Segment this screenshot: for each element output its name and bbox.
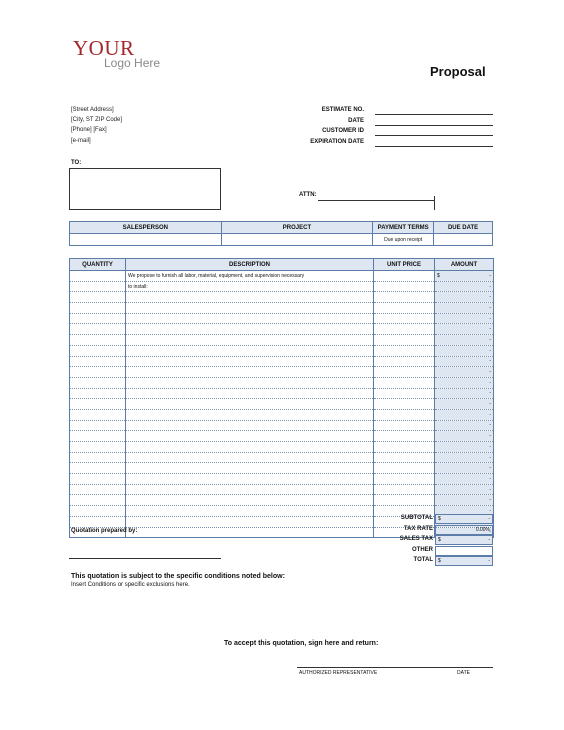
description-cell[interactable] [126, 463, 374, 474]
description-cell[interactable]: We propose to furnish all labor, material, equipment, and supervision necessary [126, 271, 374, 282]
table-row [70, 271, 494, 282]
table-row [70, 484, 494, 495]
quantity-cell[interactable] [70, 281, 126, 292]
amount-cell [435, 281, 494, 292]
expiration-date-label: EXPIRATION DATE [310, 139, 364, 145]
unit-price-cell[interactable] [374, 495, 435, 506]
description-cell[interactable] [126, 367, 374, 378]
quantity-cell[interactable] [70, 399, 126, 410]
amount-value: - [489, 443, 491, 450]
table-row [70, 303, 494, 314]
totals-value: 0.00% [475, 526, 490, 533]
amount-value: - [489, 294, 491, 301]
signature-line[interactable] [297, 667, 493, 668]
quantity-cell[interactable] [70, 495, 126, 506]
unit-price-cell[interactable] [374, 313, 435, 324]
table-row [70, 399, 494, 410]
currency-symbol: $ [438, 558, 441, 564]
amount-cell [435, 313, 494, 324]
description-cell[interactable] [126, 452, 374, 463]
to-address-box[interactable] [69, 168, 221, 210]
amount-value: - [489, 422, 491, 429]
table-row [70, 377, 494, 388]
amount-value: - [489, 507, 491, 514]
amount-cell [435, 484, 494, 495]
amount-cell [435, 474, 494, 485]
amount-value: - [489, 486, 491, 493]
quantity-cell[interactable] [70, 506, 126, 517]
info-table [69, 221, 493, 246]
quantity-cell[interactable] [70, 442, 126, 453]
totals-label: SALES TAX [399, 536, 433, 542]
amount-value: - [489, 433, 491, 440]
description-cell[interactable] [126, 474, 374, 485]
amount-value: - [489, 304, 491, 311]
totals-row [373, 535, 493, 546]
table-row [70, 367, 494, 378]
table-row [70, 442, 494, 453]
totals-label: SUBTOTAL [400, 515, 433, 521]
description-cell[interactable] [126, 377, 374, 388]
amount-cell [435, 292, 494, 303]
expiration-date-field[interactable] [375, 146, 493, 147]
accept-instruction: To accept this quotation, sign here and return: [224, 640, 379, 647]
amount-value: - [489, 454, 491, 461]
amount-cell [435, 377, 494, 388]
prepared-by-label: Quotation prepared by: [71, 528, 138, 534]
unit-price-cell[interactable] [374, 409, 435, 420]
signature-date-label: DATE [457, 670, 470, 676]
amount-cell [435, 303, 494, 314]
unit-price-cell[interactable] [374, 292, 435, 303]
table-row [70, 463, 494, 474]
description-cell[interactable] [126, 516, 374, 527]
quantity-header: QUANTITY [70, 259, 126, 271]
quantity-cell[interactable] [70, 271, 126, 282]
amount-value: - [489, 272, 491, 279]
amount-cell [435, 324, 494, 335]
date-field[interactable] [375, 125, 493, 126]
table-row [70, 420, 494, 431]
unit-price-cell[interactable] [374, 431, 435, 442]
description-cell[interactable] [126, 484, 374, 495]
quantity-cell[interactable] [70, 377, 126, 388]
unit-price-cell[interactable] [374, 356, 435, 367]
amount-value: - [489, 497, 491, 504]
amount-value: - [489, 283, 491, 290]
amount-value: - [489, 369, 491, 376]
customer-id-label: CUSTOMER ID [322, 128, 364, 134]
totals-value-box [435, 535, 493, 545]
totals-row [373, 514, 493, 525]
quantity-cell[interactable] [70, 420, 126, 431]
totals-value-box [435, 514, 493, 524]
prepared-by-signature-line[interactable] [69, 558, 221, 559]
amount-cell [435, 356, 494, 367]
salesperson-header: SALESPERSON [70, 222, 222, 234]
table-row [70, 324, 494, 335]
description-cell[interactable] [126, 431, 374, 442]
payment-terms-cell[interactable]: Due upon receipt [373, 234, 434, 246]
authorized-representative-label: AUTHORIZED REPRESENTATIVE [299, 670, 378, 676]
unit-price-cell[interactable] [374, 474, 435, 485]
unit-price-header: UNIT PRICE [374, 259, 435, 271]
payment-terms-header: PAYMENT TERMS [373, 222, 434, 234]
description-cell[interactable] [126, 356, 374, 367]
amount-value: - [489, 379, 491, 386]
amount-cell [435, 399, 494, 410]
table-row [70, 281, 494, 292]
description-cell[interactable] [126, 345, 374, 356]
amount-cell [435, 495, 494, 506]
address-street: [Street Address] [71, 107, 114, 113]
unit-price-cell[interactable] [374, 345, 435, 356]
amount-value: - [489, 347, 491, 354]
totals-row [373, 525, 493, 536]
amount-value: - [489, 465, 491, 472]
amount-value: - [489, 326, 491, 333]
unit-price-cell[interactable] [374, 420, 435, 431]
unit-price-cell[interactable] [374, 281, 435, 292]
unit-price-cell[interactable] [374, 452, 435, 463]
totals-value-box[interactable] [435, 525, 493, 535]
totals-label: TAX RATE [403, 525, 433, 532]
description-cell[interactable]: to install: [126, 281, 374, 292]
description-cell[interactable] [126, 335, 374, 346]
attn-field[interactable] [318, 200, 435, 201]
currency-symbol: $ [437, 272, 440, 279]
currency-symbol: $ [438, 516, 441, 522]
project-cell[interactable] [221, 234, 373, 246]
address-email: [e-mail] [71, 138, 91, 144]
conditions-text[interactable]: Insert Conditions or specific exclusions here. [71, 582, 190, 588]
line-items-table [69, 258, 494, 538]
totals-label: OTHER [412, 546, 433, 553]
amount-cell [435, 431, 494, 442]
table-row [70, 431, 494, 442]
attn-field-end [434, 196, 436, 210]
description-cell[interactable] [126, 506, 374, 517]
table-row [70, 474, 494, 485]
quantity-cell[interactable] [70, 345, 126, 356]
totals-row [373, 546, 493, 557]
estimate-no-field[interactable] [375, 114, 493, 115]
logo-subtitle: Logo Here [104, 56, 161, 70]
description-cell[interactable] [126, 292, 374, 303]
quantity-cell[interactable] [70, 484, 126, 495]
amount-value: - [489, 475, 491, 482]
estimate-no-label: ESTIMATE NO. [321, 107, 364, 113]
totals-value: - [488, 516, 490, 522]
unit-price-cell[interactable] [374, 367, 435, 378]
unit-price-cell[interactable] [374, 463, 435, 474]
table-row [70, 313, 494, 324]
quantity-cell[interactable] [70, 463, 126, 474]
description-header: DESCRIPTION [126, 259, 374, 271]
description-cell[interactable] [126, 495, 374, 506]
unit-price-cell[interactable] [374, 324, 435, 335]
quantity-cell[interactable] [70, 367, 126, 378]
amount-cell [435, 345, 494, 356]
quantity-cell[interactable] [70, 324, 126, 335]
amount-value: - [489, 336, 491, 343]
quantity-cell[interactable] [70, 313, 126, 324]
amount-value: - [489, 390, 491, 397]
description-cell[interactable] [126, 388, 374, 399]
unit-price-cell[interactable] [374, 442, 435, 453]
amount-cell [435, 388, 494, 399]
quantity-cell[interactable] [70, 388, 126, 399]
quantity-cell[interactable] [70, 356, 126, 367]
description-cell[interactable] [126, 442, 374, 453]
due-date-cell[interactable] [434, 234, 493, 246]
totals-value: - [488, 558, 490, 564]
table-row [70, 292, 494, 303]
quantity-cell[interactable] [70, 292, 126, 303]
totals-value-box [435, 556, 493, 566]
amount-cell [435, 409, 494, 420]
amount-cell [435, 452, 494, 463]
address-phone: [Phone] [Fax] [71, 127, 107, 133]
amount-cell [435, 442, 494, 453]
unit-price-cell[interactable] [374, 484, 435, 495]
amount-value: - [489, 529, 491, 536]
unit-price-cell[interactable] [374, 399, 435, 410]
description-cell[interactable] [126, 324, 374, 335]
amount-cell [435, 420, 494, 431]
description-cell[interactable] [126, 409, 374, 420]
amount-value: - [489, 401, 491, 408]
amount-value: - [489, 315, 491, 322]
amount-header: AMOUNT [435, 259, 494, 271]
unit-price-cell[interactable] [374, 335, 435, 346]
quantity-cell[interactable] [70, 303, 126, 314]
logo-title: YOUR [73, 36, 135, 60]
table-row [70, 345, 494, 356]
table-row [70, 356, 494, 367]
unit-price-cell[interactable] [374, 271, 435, 282]
quantity-cell[interactable] [70, 409, 126, 420]
currency-symbol: $ [438, 537, 441, 543]
amount-cell [435, 367, 494, 378]
quantity-cell[interactable] [70, 516, 126, 527]
description-cell[interactable] [126, 399, 374, 410]
date-label: DATE [348, 118, 364, 124]
salesperson-cell[interactable] [70, 234, 222, 246]
amount-cell [435, 335, 494, 346]
table-row [70, 335, 494, 346]
totals-row [373, 556, 493, 567]
totals-value: - [488, 537, 490, 543]
customer-id-field[interactable] [375, 135, 493, 136]
to-label: TO: [71, 160, 82, 166]
due-date-header: DUE DATE [434, 222, 493, 234]
conditions-title: This quotation is subject to the specific conditions noted below: [71, 573, 285, 580]
table-row [70, 495, 494, 506]
unit-price-cell[interactable] [374, 377, 435, 388]
attn-label: ATTN: [299, 192, 317, 198]
description-cell[interactable] [126, 420, 374, 431]
quantity-cell[interactable] [70, 452, 126, 463]
project-header: PROJECT [221, 222, 373, 234]
totals-block [373, 514, 493, 567]
amount-value: - [489, 411, 491, 418]
table-row [70, 388, 494, 399]
unit-price-cell[interactable] [374, 388, 435, 399]
document-title: Proposal [430, 64, 486, 79]
quantity-cell[interactable] [70, 474, 126, 485]
amount-cell [435, 271, 494, 282]
quantity-cell[interactable] [70, 431, 126, 442]
quantity-cell[interactable] [70, 335, 126, 346]
amount-value: - [489, 358, 491, 365]
address-city: [City, ST ZIP Code] [71, 117, 123, 123]
description-cell[interactable] [126, 313, 374, 324]
description-cell[interactable] [126, 303, 374, 314]
table-row [70, 409, 494, 420]
table-row [70, 452, 494, 463]
unit-price-cell[interactable] [374, 303, 435, 314]
totals-value-box[interactable] [435, 546, 493, 556]
totals-label: TOTAL [413, 557, 433, 563]
description-cell[interactable] [126, 527, 374, 538]
amount-cell [435, 463, 494, 474]
